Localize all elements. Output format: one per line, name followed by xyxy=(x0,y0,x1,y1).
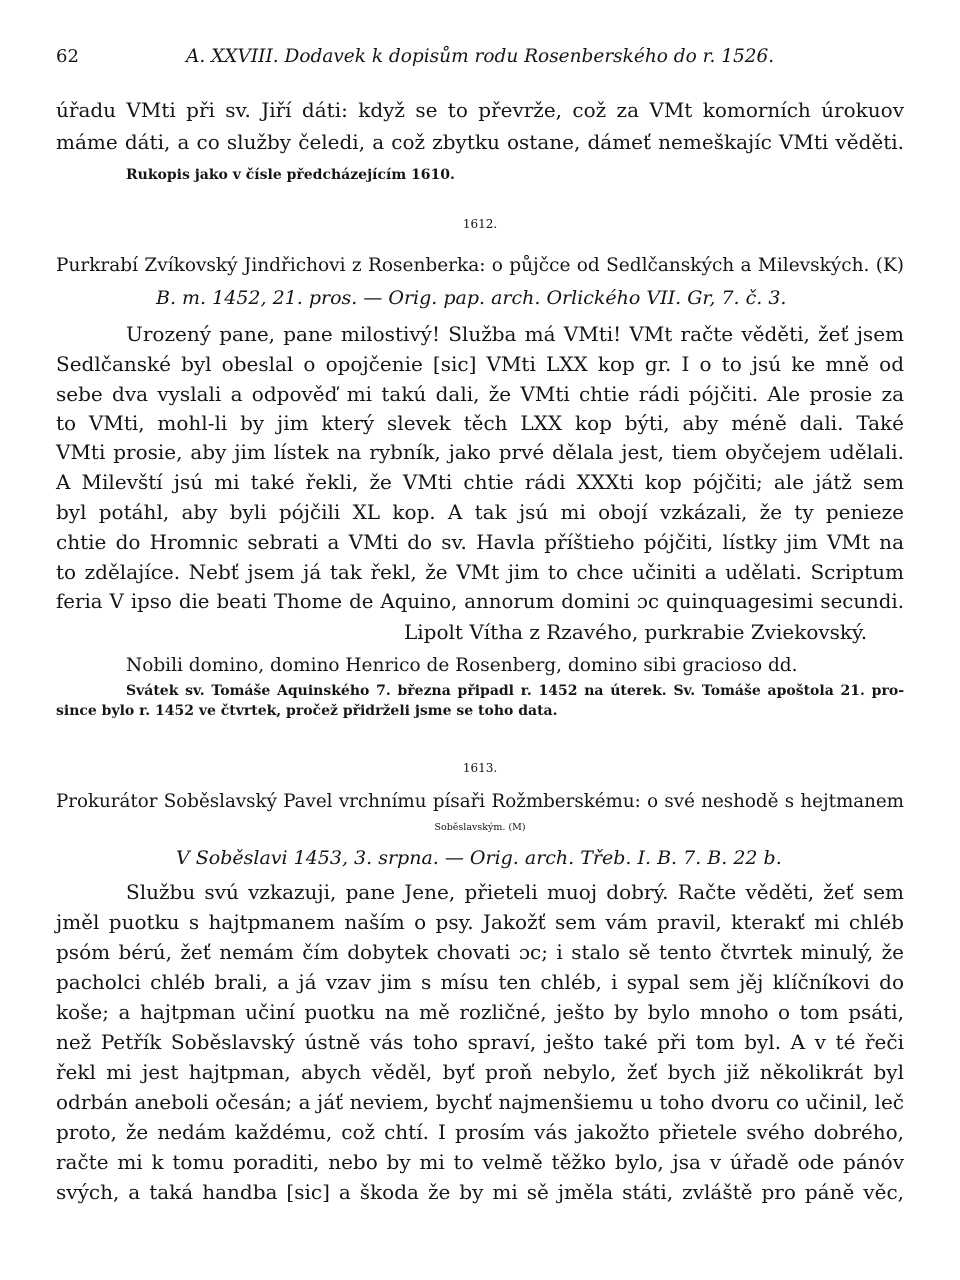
text-line: svých, a taká handba [sic] a škoda že by mi sě jměla státi, zvláště pro páně věc, xyxy=(56,1180,904,1204)
text-line: proto, že nedám každému, což chtí. I prosím vás jakožto přietele svého dobrého, xyxy=(56,1120,904,1144)
editorial-note: Svátek sv. Tomáše Aquinského 7. března připadl r. 1452 na úterek. Sv. Tomáše apoštola 21. pro- xyxy=(126,683,904,699)
text-line: sebe dva vyslali a odpověď mi takú dali, že VMti chtie rádi pójčiti. Ale prosie za xyxy=(56,382,904,406)
text-line: máme dáti, a co služby čeledi, a což zbytku ostane, dámeť nemeškajíc VMti věděti. xyxy=(56,130,904,154)
text-line: račte mi k tomu poraditi, nebo by mi to velmě těžko bylo, jsa v úřadě ode pánóv xyxy=(56,1150,904,1174)
text-line: to VMti, mohl-li by jim který slevek těch LXX kop býti, aby méně dali. Také xyxy=(56,411,904,435)
text-line: VMti prosie, aby jim lístek na rybník, jako prvé dělala jest, tiem obyčejem udělali. xyxy=(56,440,904,464)
editorial-note: Rukopis jako v čísle předcházejícím 1610. xyxy=(126,167,455,183)
text-line: pacholci chléb brali, a já vzav jim s mísu ten chléb, i sypal sem jěj klíčníkovi do xyxy=(56,970,904,994)
text-line: Urozený pane, pane milostivý! Služba má VMti! VMt račte věděti, žeť jsem xyxy=(126,322,904,346)
text-line: to zdělajíce. Nebť jsem já tak řekl, že VMt jim to chce učiniti a udělati. Scriptum xyxy=(56,560,904,584)
text-line: feria V ipso die beati Thome de Aquino, annorum domini ɔc quinquagesimi secundi. xyxy=(56,590,904,613)
text-line: jměl puotku s hajtpmanem naším o psy. Jakožť sem vám pravil, kterakť mi chléb xyxy=(56,910,904,934)
document-regest: Soběslavským. (M) xyxy=(434,822,526,833)
text-line: odrbán aneboli očesán; a jáť neviem, bychť najmenšiemu u toho dvoru co učinil, leč xyxy=(56,1090,904,1114)
document-regest: Prokurátor Soběslavský Pavel vrchnímu písaři Rožmberskému: o své neshodě s hejtmanem xyxy=(56,791,904,812)
signature: Lipolt Vítha z Rzavého, purkrabie Zviekovský. xyxy=(404,620,868,644)
document-number: 1613. xyxy=(462,761,498,775)
letter-address: Nobili domino, domino Henrico de Rosenberg, domino sibi gracioso dd. xyxy=(126,655,798,676)
page-number: 62 xyxy=(56,46,79,67)
running-title: A. XXVIII. Dodavek k dopisům rodu Rosenberského do r. 1526. xyxy=(186,46,775,67)
document-number: 1612. xyxy=(462,217,498,231)
text-line: úřadu VMti při sv. Jiří dáti: když se to převrže, což za VMt komorních úrokuov xyxy=(56,98,904,122)
text-line: Sedlčanské byl obeslal o opojčenie [sic] VMti LXX kop gr. I o to jsú ke mně od xyxy=(56,352,904,376)
editorial-note: since bylo r. 1452 ve čtvrtek, pročež přidrželi jsme se toho data. xyxy=(56,703,558,719)
text-line: byl potáhl, aby byli pójčili XL kop. A tak jsú mi obojí vzkázali, že ty penieze xyxy=(56,500,904,524)
document-source: B. m. 1452, 21. pros. — Orig. pap. arch. Orlického VII. Gr, 7. č. 3. xyxy=(156,287,787,309)
text-line: A Milevští jsú mi také řekli, že VMti chtie rádi XXXti kop pójčiti; ale játž sem xyxy=(56,470,904,494)
text-line: Službu svú vzkazuji, pane Jene, přieteli muoj dobrý. Račte věděti, žeť sem xyxy=(126,880,904,904)
text-line: řekl mi jest hajtpman, abych věděl, byť proň nebylo, žeť bych již několikrát byl xyxy=(56,1060,904,1084)
text-line: koše; a hajtpman učiní puotku na mě rozličné, ješto by bylo mnoho o tom psáti, xyxy=(56,1000,904,1024)
document-source: V Soběslavi 1453, 3. srpna. — Orig. arch. Třeb. I. B. 7. B. 22 b. xyxy=(176,847,782,869)
text-line: psóm bérú, žeť nemám čím dobytek chovati ɔc; i stalo sě tento čtvrtek minulý, že xyxy=(56,940,904,964)
page-header xyxy=(56,46,916,76)
text-line: chtie do Hromnic sebrati a VMti do sv. Havla příštieho pójčiti, lístky jim VMt na xyxy=(56,530,904,554)
text-line: než Petřík Soběslavský ústně vás toho spraví, ješto také při tom byl. A v té řeči xyxy=(56,1030,904,1054)
document-regest: Purkrabí Zvíkovský Jindřichovi z Rosenberka: o půjčce od Sedlčanských a Milevských. (K) xyxy=(56,255,904,276)
